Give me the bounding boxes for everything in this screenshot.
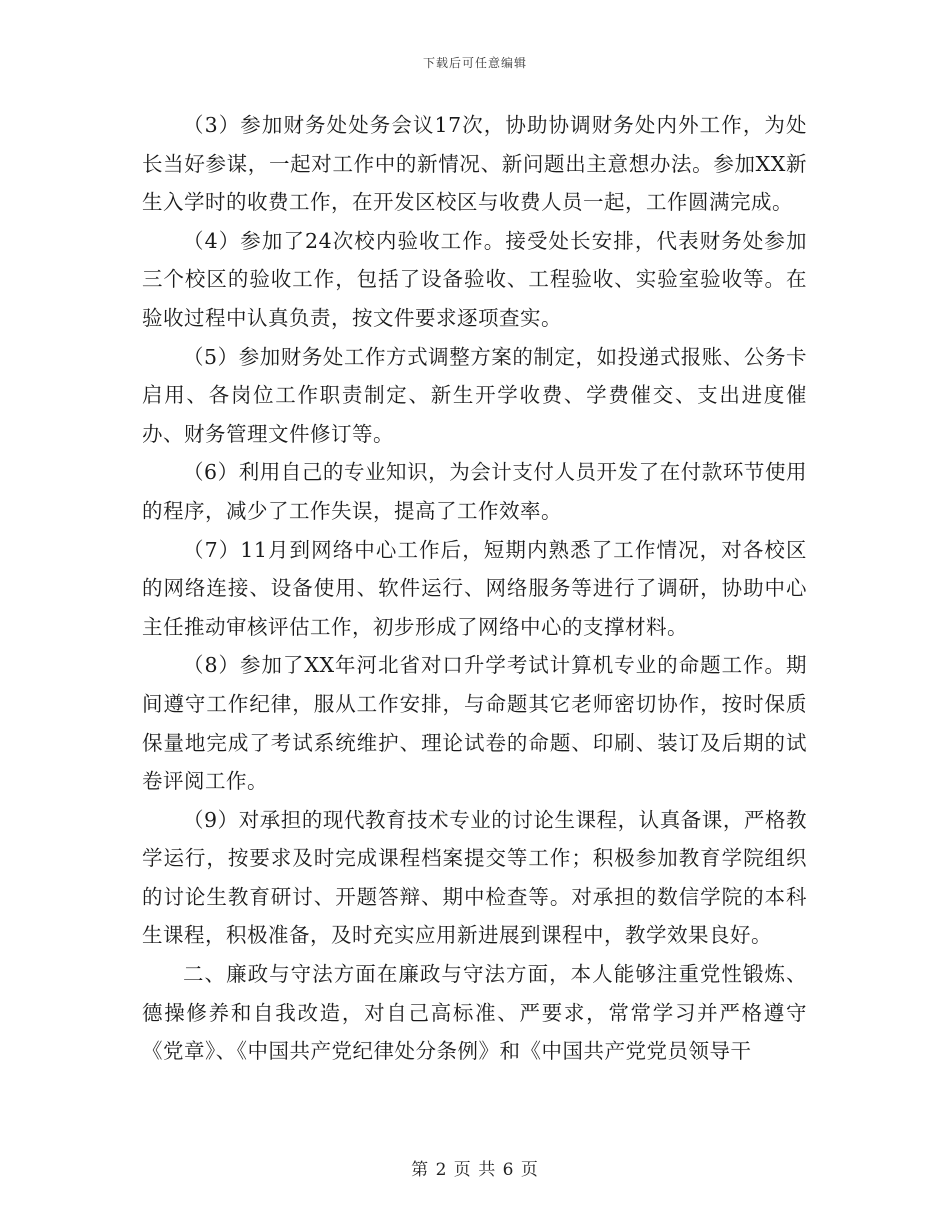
paragraph-item-4: （4）参加了24次校内验收工作。接受处长安排，代表财务处参加三个校区的验收工作，包括了设备验收、工程验收、实验室验收等。在验收过程中认真负责，按文件要求逐项查实。	[142, 228, 807, 330]
paragraph-item-3: （3）参加财务处处务会议17次，协助协调财务处内外工作，为处长当好参谋，一起对工作中的新情况、新问题出主意想办法。参加XX新生入学时的收费工作，在开发区校区与收费人员一起，工作圆满完成。	[142, 113, 807, 215]
paragraph-item-8: （8）参加了XX年河北省对口升学考试计算机专业的命题工作。期间遵守工作纪律，服从工作安排，与命题其它老师密切协作，按时保质保量地完成了考试系统维护、理论试卷的命题、印刷、装订及后期的试卷评阅工作。	[142, 653, 807, 794]
paragraph-item-7: （7）11月到网络中心工作后，短期内熟悉了工作情况，对各校区的网络连接、设备使用、软件运行、网络服务等进行了调研，协助中心主任推动审核评估工作，初步形成了网络中心的支撑材料。	[142, 537, 807, 639]
section-integrity-paragraph: 二、廉政与守法方面在廉政与守法方面，本人能够注重党性锻炼、德操修养和自我改造，对自己高标准、严要求，常常学习并严格遵守《党章》、《中国共产党纪律处分条例》和《中国共产党党员领导干	[142, 962, 807, 1064]
page-header: 下载后可任意编辑	[422, 56, 527, 70]
page-number-footer: 第 2 页 共 6 页	[411, 1160, 539, 1180]
paragraph-item-6: （6）利用自己的专业知识，为会计支付人员开发了在付款环节使用的程序，减少了工作失误，提高了工作效率。	[142, 460, 807, 523]
paragraph-item-5: （5）参加财务处工作方式调整方案的制定，如投递式报账、公务卡启用、各岗位工作职责制定、新生开学收费、学费催交、支出进度催办、财务管理文件修订等。	[142, 344, 807, 446]
document-body	[142, 106, 807, 1071]
paragraph-item-9: （9）对承担的现代教育技术专业的讨论生课程，认真备课，严格教学运行，按要求及时完成课程档案提交等工作；积极参加教育学院组织的讨论生教育研讨、开题答辩、期中检查等。对承担的数信学院的本科生课程，积极准备，及时充实应用新进展到课程中，教学效果良好。	[142, 807, 807, 948]
